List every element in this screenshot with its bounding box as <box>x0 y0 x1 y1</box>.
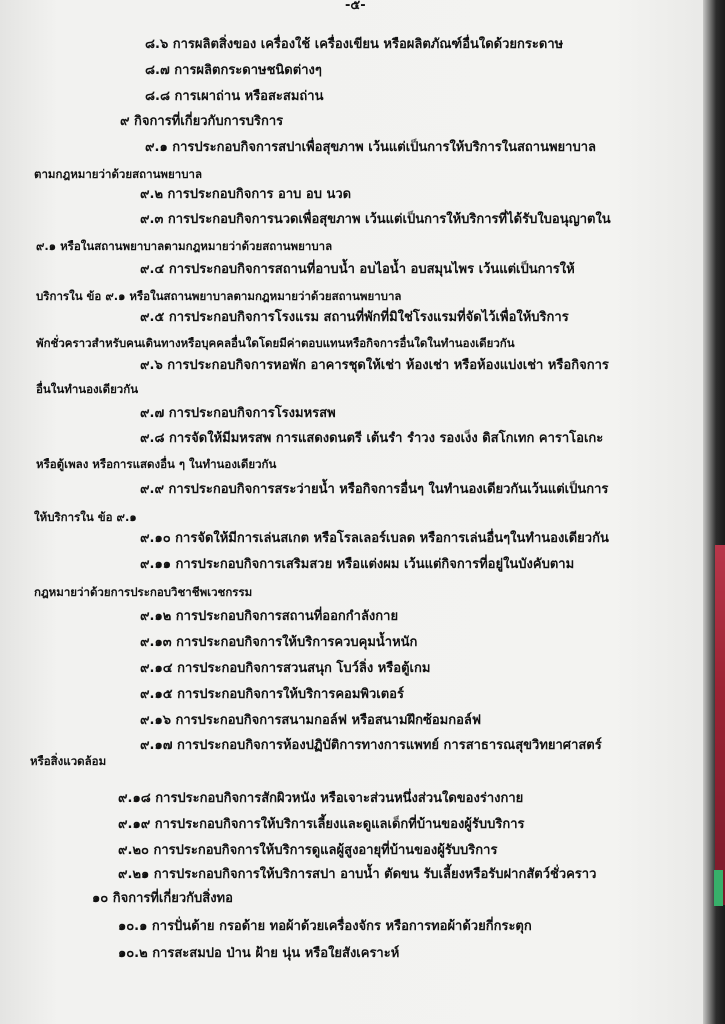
item-9-17: ๙.๑๗ การประกอบกิจการห้องปฏิบัติการทางการแพทย์ การสาธารณสุขวิทยาศาสตร์ <box>140 738 602 753</box>
item-9-11: ๙.๑๑ การประกอบกิจการเสริมสวย หรือแต่งผม เว้นแต่กิจการที่อยู่ในบังคับตาม <box>140 557 575 572</box>
item-9-9: ๙.๙ การประกอบกิจการสระว่ายน้ำ หรือกิจการอื่นๆ ในทำนองเดียวกันเว้นแต่เป็นการ <box>140 482 609 497</box>
item-9-11-continuation: กฎหมายว่าด้วยการประกอบวิชาชีพเวชกรรม <box>34 585 253 599</box>
item-10-2: ๑๐.๒ การสะสมปอ ป่าน ฝ้าย นุ่น หรือใยสังเคราะห์ <box>118 946 400 961</box>
item-9-8-continuation: หรือตู้เพลง หรือการแสดงอื่น ๆ ในทำนองเดียวกัน <box>36 457 277 471</box>
item-9-19: ๙.๑๙ การประกอบกิจการให้บริการเลี้ยงและดูแลเด็กที่บ้านของผู้รับบริการ <box>118 817 525 832</box>
item-9-16: ๙.๑๖ การประกอบกิจการสนามกอล์ฟ หรือสนามฝึกซ้อมกอล์ฟ <box>140 713 482 728</box>
item-9-2: ๙.๒ การประกอบกิจการ อาบ อบ นวด <box>140 187 352 202</box>
item-9-7: ๙.๗ การประกอบกิจการโรงมหรสพ <box>140 406 336 421</box>
item-9-8: ๙.๘ การจัดให้มีมหรสพ การแสดงดนตรี เต้นรำ รำวง รองเง็ง ดิสโกเทก คาราโอเกะ <box>140 431 604 446</box>
binder-tab-green <box>714 870 723 906</box>
item-9-13: ๙.๑๓ การประกอบกิจการให้บริการควบคุมน้ำหนัก <box>140 635 418 650</box>
item-9-1-continuation: ตามกฎหมายว่าด้วยสถานพยาบาล <box>34 167 203 181</box>
section-9-heading: ๙ กิจการที่เกี่ยวกับการบริการ <box>120 114 284 129</box>
item-9-21: ๙.๒๑ การประกอบกิจการให้บริการสปา อาบน้ำ ตัดขน รับเลี้ยงหรือรับฝากสัตว์ชั่วคราว <box>118 867 597 882</box>
item-9-12: ๙.๑๒ การประกอบกิจการสถานที่ออกกำลังกาย <box>140 609 399 624</box>
item-9-3-continuation: ๙.๑ หรือในสถานพยาบาลตามกฎหมายว่าด้วยสถานพยาบาล <box>36 239 333 253</box>
item-9-20: ๙.๒๐ การประกอบกิจการให้บริการดูแลผู้สูงอายุที่บ้านของผู้รับบริการ <box>118 843 498 858</box>
item-8-7: ๘.๗ การผลิตกระดาษชนิดต่างๆ <box>145 63 322 78</box>
item-8-8: ๘.๘ การเผาถ่าน หรือสะสมถ่าน <box>145 89 324 104</box>
binder-tab-red <box>715 545 725 905</box>
section-10-heading: ๑๐ กิจการที่เกี่ยวกับสิ่งทอ <box>92 891 233 906</box>
item-9-9-continuation: ให้บริการใน ข้อ ๙.๑ <box>34 510 137 524</box>
item-8-6: ๘.๖ การผลิตสิ่งของ เครื่องใช้ เครื่องเขียน หรือผลิตภัณฑ์อื่นใดด้วยกระดาษ <box>145 37 564 52</box>
item-9-4-continuation: บริการใน ข้อ ๙.๑ หรือในสถานพยาบาลตามกฎหมายว่าด้วยสถานพยาบาล <box>36 289 402 303</box>
item-9-1: ๙.๑ การประกอบกิจการสปาเพื่อสุขภาพ เว้นแต่เป็นการให้บริการในสถานพยาบาล <box>145 140 596 155</box>
item-9-4: ๙.๔ การประกอบกิจการสถานที่อาบน้ำ อบไอน้ำ อบสมุนไพร เว้นแต่เป็นการให้ <box>140 262 575 277</box>
item-9-5-continuation: พักชั่วคราวสำหรับคนเดินทางหรือบุคคลอื่นใดโดยมีค่าตอบแทนหรือกิจการอื่นใดในทำนองเดียวกัน <box>36 336 515 350</box>
item-9-14: ๙.๑๔ การประกอบกิจการสวนสนุก โบว์ลิ่ง หรือตู้เกม <box>140 661 431 676</box>
item-9-10: ๙.๑๐ การจัดให้มีการเล่นสเกต หรือโรลเลอร์เบลด หรือการเล่นอื่นๆในทำนองเดียวกัน <box>140 531 609 546</box>
page-number: -๕- <box>345 0 366 13</box>
item-9-6-continuation: อื่นในทำนองเดียวกัน <box>36 382 139 396</box>
item-9-15: ๙.๑๕ การประกอบกิจการให้บริการคอมพิวเตอร์ <box>140 687 404 702</box>
item-9-17-continuation: หรือสิ่งแวดล้อม <box>30 754 107 768</box>
item-9-18: ๙.๑๘ การประกอบกิจการสักผิวหนัง หรือเจาะส่วนหนึ่งส่วนใดของร่างกาย <box>118 791 524 806</box>
item-9-6: ๙.๖ การประกอบกิจการหอพัก อาคารชุดให้เช่า ห้องเช่า หรือห้องแบ่งเช่า หรือกิจการ <box>140 358 609 373</box>
item-10-1: ๑๐.๑ การปั่นด้าย กรอด้าย ทอผ้าด้วยเครื่องจักร หรือการทอผ้าด้วยกี่กระตุก <box>118 919 532 934</box>
item-9-3: ๙.๓ การประกอบกิจการนวดเพื่อสุขภาพ เว้นแต่เป็นการให้บริการที่ได้รับใบอนุญาตใน <box>140 212 611 227</box>
item-9-5: ๙.๕ การประกอบกิจการโรงแรม สถานที่พักที่มิใช่โรงแรมที่จัดไว้เพื่อให้บริการ <box>140 310 569 325</box>
